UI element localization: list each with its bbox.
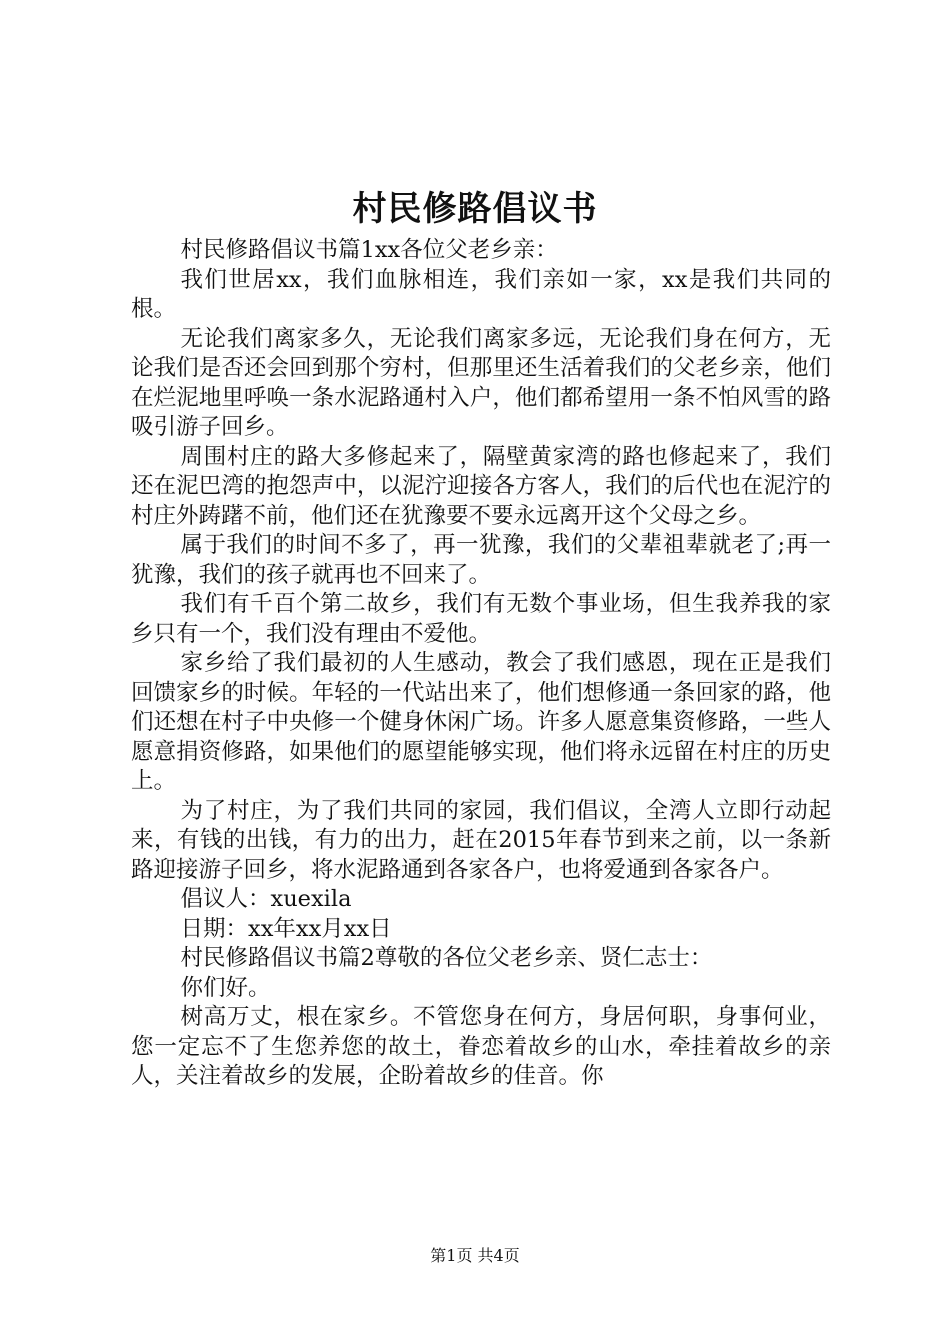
paragraph: 村民修路倡议书篇1xx各位父老乡亲： bbox=[180, 237, 558, 263]
signature-line: 倡议人：xuexila bbox=[180, 886, 352, 912]
paragraph: 村民修路倡议书篇2尊敬的各位父老乡亲、贤仁志士： bbox=[180, 945, 713, 971]
document-title: 村民修路倡议书 bbox=[352, 189, 598, 229]
greeting: 你们好。 bbox=[180, 974, 271, 1001]
page-number-footer: 第1页 共4页 bbox=[430, 1246, 520, 1265]
paragraph: 树高万丈，根在家乡。不管您身在何方，身居何职，身事何业，您一定忘不了生您养您的故土，眷恋着故乡的山水，牵挂着故乡的亲人，关注着故乡的发展，企盼着故乡的佳音。你 bbox=[131, 1004, 831, 1089]
paragraph: 我们世居xx，我们血脉相连，我们亲如一家，xx是我们共同的根。 bbox=[131, 266, 831, 322]
paragraph: 为了村庄，为了我们共同的家园，我们倡议，全湾人立即行动起来，有钱的出钱，有力的出力，赶在2015年春节到来之前，以一条新路迎接游子回乡，将水泥路通到各家各户，也将爱通到各家各户。 bbox=[131, 797, 831, 883]
document-body bbox=[131, 236, 831, 1092]
date-line: 日期：xx年xx月xx日 bbox=[180, 915, 392, 942]
paragraph: 周围村庄的路大多修起来了，隔壁黄家湾的路也修起来了，我们还在泥巴湾的抱怨声中，以泥泞迎接各方客人，我们的后代也在泥泞的村庄外踌躇不前，他们还在犹豫要不要永远离开这个父母之乡。 bbox=[131, 443, 831, 529]
paragraph: 属于我们的时间不多了，再一犹豫，我们的父辈祖辈就老了;再一犹豫，我们的孩子就再也不回来了。 bbox=[131, 532, 831, 588]
paragraph: 家乡给了我们最初的人生感动，教会了我们感恩，现在正是我们回馈家乡的时候。年轻的一代站出来了，他们想修通一条回家的路，他们还想在村子中央修一个健身休闲广场。许多人愿意集资修路，一些人愿意捐资修路，如果他们的愿望能够实现，他们将永远留在村庄的历史上。 bbox=[131, 650, 831, 794]
paragraph: 我们有千百个第二故乡，我们有无数个事业场，但生我养我的家乡只有一个，我们没有理由不爱他。 bbox=[131, 591, 831, 647]
paragraph: 无论我们离家多久，无论我们离家多远，无论我们身在何方，无论我们是否还会回到那个穷村，但那里还生活着我们的父老乡亲，他们在烂泥地里呼唤一条水泥路通村入户，他们都希望用一条不怕风雪的路吸引游子回乡。 bbox=[131, 325, 831, 440]
